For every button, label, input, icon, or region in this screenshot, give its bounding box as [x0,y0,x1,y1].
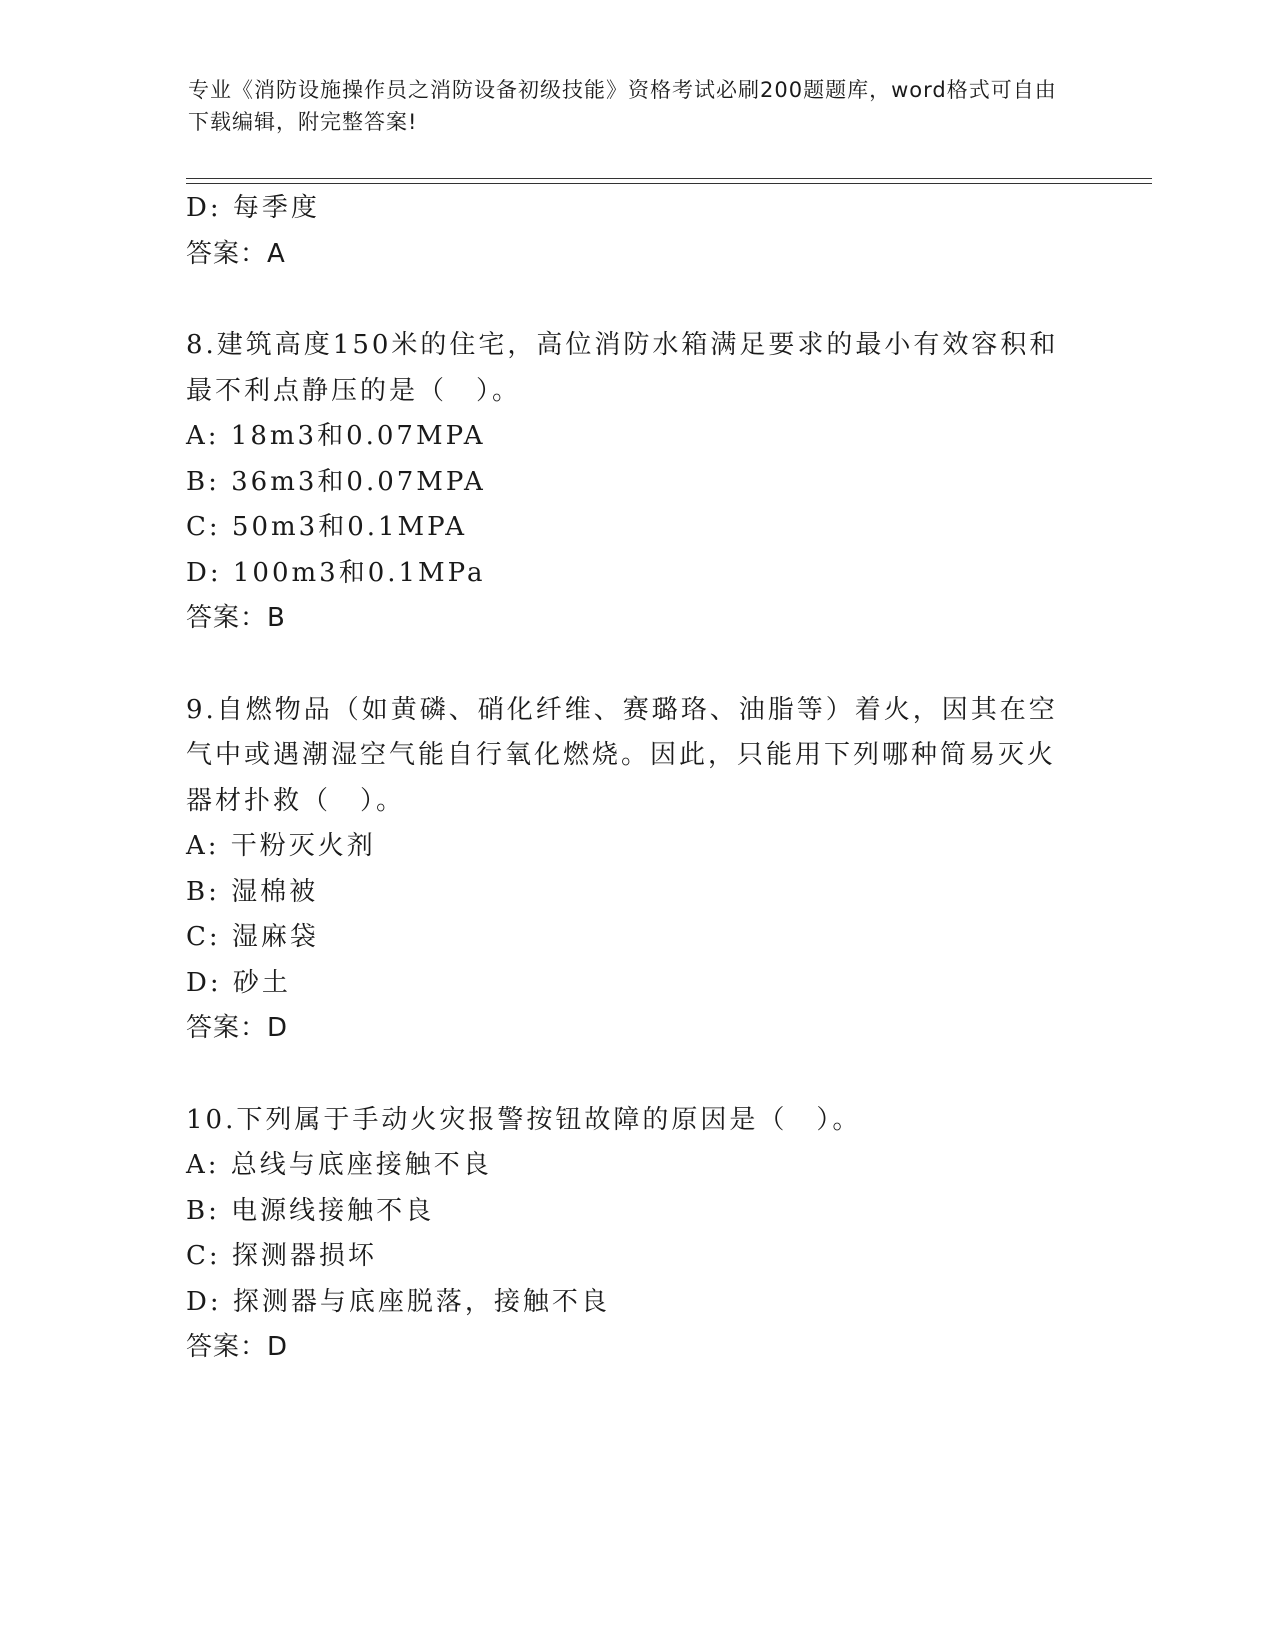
option-a: A: 干粉灭火剂 [186,831,376,861]
question-8 [186,323,1086,642]
option-d: D: 砂土 [186,967,291,998]
continued-question [186,186,1086,277]
question-10 [186,1098,1086,1371]
spacer [186,642,1086,688]
answer-line: 答案：B [186,603,286,633]
question-stem: 8.建筑高度150米的住宅，高位消防水箱满足要求的最小有效容积和最不利点静压的是（ ）。 [186,330,1059,406]
page-header: 专业《消防设施操作员之消防设备初级技能》资格考试必刷200题题库，word格式可自由下载编辑，附完整答案! [188,78,1057,134]
option-d: D: 每季度 [186,193,320,223]
answer-line: 答案：D [186,1013,289,1043]
answer-line: 答案：D [186,1332,289,1362]
question-stem: 10.下列属于手动火灾报警按钮故障的原因是（ ）。 [186,1104,862,1135]
option-b: B: 电源线接触不良 [186,1195,435,1226]
question-list [186,186,1086,1371]
header-rule-top [186,178,1152,179]
option-c: C: 湿麻袋 [186,922,319,952]
question-9 [186,688,1086,1052]
option-a: A: 总线与底座接触不良 [186,1150,492,1180]
spacer [186,1052,1086,1098]
option-c: C: 50m3和0.1MPA [186,512,468,542]
option-a: A: 18m3和0.07MPA [186,421,486,451]
question-stem: 9.自燃物品（如黄磷、硝化纤维、赛璐珞、油脂等）着火，因其在空气中或遇潮湿空气能自行氧化燃烧。因此，只能用下列哪种简易灭火器材扑救（ ）。 [186,694,1058,816]
header-rule-bottom [186,183,1152,184]
option-c: C: 探测器损坏 [186,1241,377,1271]
option-d: D: 100m3和0.1MPa [186,557,486,588]
option-d: D: 探测器与底座脱落，接触不良 [186,1286,610,1317]
option-b: B: 36m3和0.07MPA [186,466,486,497]
spacer [186,277,1086,323]
option-b: B: 湿棉被 [186,876,319,907]
answer-line: 答案：A [186,238,286,269]
